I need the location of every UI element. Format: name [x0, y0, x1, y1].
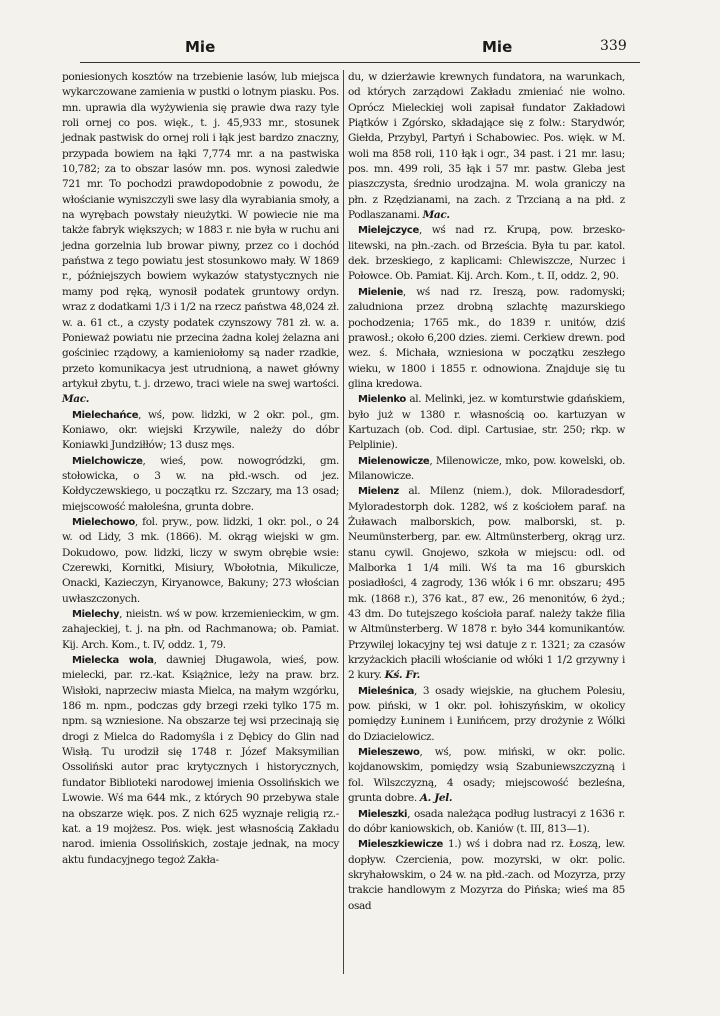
- entry-headword: Mielchowicze: [72, 455, 143, 467]
- header-left: Mie: [185, 38, 216, 56]
- entry-headword: Mielechowo: [72, 516, 135, 528]
- entry-text: , osada należąca podług lustracyi z 1636 r. do dóbr kaniowskich, ob. Kaniów (t. III, 813—1).: [348, 807, 625, 835]
- entry-signature: Kś. Fr.: [384, 669, 420, 682]
- entry-mielechy: [62, 607, 339, 653]
- entry-headword: Mieleśnica: [358, 685, 415, 697]
- entry-mielejczyce: [348, 223, 625, 284]
- entry-text: al. Melinki, jez. w komturstwie gdańskiem, było już w 1380 r. własnością oo. kartuzyan w Kartuzach (ob. Cod. dipl. Cartusiae, str. 250; rkp. w Pelplinie).: [348, 393, 625, 452]
- entry-mielechance: [62, 408, 339, 454]
- entry-text: 1.) wś i dobra nad rz. Łoszą, lew. dopływ. Czercienia, pow. mozyrski, w okr. polic. skryhałowskim, o 24 w. na płd.-zach. od Mozyrza, przy trakcie handlowym z Mozyrza do Pińska; wieś ma 85 osad: [348, 838, 625, 912]
- page-number: 339: [600, 38, 627, 54]
- entry-headword: Mielenowicze: [358, 455, 430, 467]
- entry-text: du, w dzierżawie krewnych fundatora, na warunkach, od których zarządowi Zakładu zmieniać nie wolno. Oprócz Mieleckiej woli zapisał fundator Zakładowi Piątków i Zgórsko, składające się z folw.: Starydwór, Giełda, Przybyl, Partyń i Schabowiec. Pos. więk. w M. woli ma 858 roli, 110 łąk i ogr., 34 past. i 21 mr. lasu; pos. mn. 499 roli, 35 łąk i 57 mr. pastw. Gleba jest piaszczysta, średnio urodzajna. M. wola graniczy na płn. z Rzędzianami, na zach. z Trzcianą a na płd. z Podlaszanami.: [348, 71, 625, 222]
- right-column: [348, 70, 625, 914]
- entry-mielenko: [348, 392, 625, 453]
- entry-text: poniesionych kosztów na trzebienie lasów, lub miejsca wykarczowane zamienia w pustki o lotnym piasku. Pos. mn. uprawia dla wyżywienia się prawie dwa razy tyle roli ornej co pos. więk., t. j. 45,933 mr., stosunek jednak pastwisk do ornej roli i łąk jest bardzo znaczny, przypada bowiem na łąki 7,774 mr. a na pastwiska 10,782; za to obszar lasów mn. pos. wynosi zaledwie 721 mr. To pochodzi prawdopodobnie z powodu, że włościanie wyniszczyli swe lasy dla wyrabiania smoły, a na wyrębach powstały nieużytki. W powiecie nie ma także fabryk większych; w 1883 r. nie była w ruchu ani jedna gorzelnia lub browar piwny, przez co i dochód państwa z tego powiatu jest stosunkowo mały. W 1869 r., późniejszych bowiem wykazów statystycznych nie mamy pod ręką, wynosił podatek gruntowy ordyn. wraz z dodatkami 1/3 i 1/2 na rzecz państwa 48,024 zł. w. a. 61 ct., a czysty podatek czynszowy 781 zł. w. a. Ponieważ powiatu nie przecina żadna kolej żelazna ani gościniec rządowy, a kamieniołomy są nader rzadkie, przeto komunikacya jest utrudnioną, a nawet główny artykuł zbytu, t. j. drzewo, traci wiele na swej wartości.: [62, 71, 339, 390]
- page-header: [0, 38, 720, 58]
- column-divider: [343, 70, 344, 974]
- entry-headword: Mieleszkiewicze: [358, 839, 443, 851]
- entry-mielenz: [348, 484, 625, 683]
- entry-text: , wś, pow. lidzki, w 2 okr. pol., gm. Koniawo, okr. wiejski Krzywile, należy do dóbr Koniawki Jundziłłów; 13 dusz męs.: [62, 408, 339, 452]
- entry-mielenowicze: [348, 454, 625, 485]
- entry-mieleszewo: [348, 745, 625, 806]
- entry-headword: Mieleszewo: [358, 747, 420, 759]
- entry-signature: A. Jel.: [419, 792, 453, 805]
- entry-headword: Mielenko: [358, 394, 406, 406]
- entry-headword: Mielenie: [358, 286, 403, 298]
- header-right: Mie: [482, 38, 513, 56]
- entry-headword: Mielechy: [72, 609, 120, 621]
- entry-headword: Mielechańce: [72, 409, 139, 421]
- entry-cont2: [348, 70, 625, 223]
- entry-headword: Mielenz: [358, 486, 399, 498]
- entry-mieleszki: [348, 807, 625, 838]
- entry-signature: Mac.: [62, 393, 90, 406]
- entry-mielechowicze: [62, 454, 339, 515]
- entry-text: , wś nad rz. Krupą, pow. brzesko-litewski, na płn.-zach. od Brześcia. Była tu par. katol. dek. brzeskiego, z kaplicami: Chlewiszcze, Nurzec i Połowce. Ob. Pamiat. Kij. Arch. Kom., t. II, oddz. 2, 90.: [348, 224, 625, 283]
- entry-text: , wś, pow. miński, w okr. polic. kojdanowskim, pomiędzy wsią Szabuniewszczyzną i fol. Wilszczyzną, 4 osady; miejscowość bezleśna, grunta dobre.: [348, 746, 625, 805]
- entry-headword: Mieleszki: [358, 808, 408, 820]
- entry-cont: [62, 70, 339, 408]
- left-column: [62, 70, 339, 868]
- entry-headword: Mielecka wola: [72, 655, 154, 667]
- entry-text: , fol. pryw., pow. lidzki, 1 okr. pol., o 24 w. od Lidy, 3 mk. (1866). M. okrąg wiejski w gm. Dokudowo, pow. lidzki, liczy w swym obrębie wsie: Czerewki, Kornitki, Misiury, Wbołotnia, Mikulicze, Onacki, Kazieczyn, Kiryanowce, Bakuny; 273 włościan uwłaszczonych.: [62, 515, 339, 605]
- entry-signature: Mac.: [422, 209, 450, 222]
- header-rule: [80, 62, 640, 63]
- entry-text: , nieistn. wś w pow. krzemienieckim, w gm. zahajeckiej, t. j. na płn. od Rachmanowa; ob. Pamiat. Kij. Arch. Kom., t. IV, oddz. 1, 79.: [62, 608, 339, 651]
- entry-text: , dawniej Długawola, wieś, pow. mielecki, par. rz.-kat. Książnice, leży na praw. brz. Wisłoki, naprzeciw miasta Mielca, na małym wzgórku, 186 m. npm., podczas gdy brzegi rzeki tylko 175 m. npm. są wzniesione. Na obszarze tej wsi przecinają się drogi z Mielca do Radomyśla i z Dębicy do Glin nad Wisłą. Tu urodził się 1748 r. Józef Maksymilian Ossoliński autor prac krytycznych i historycznych, fundator Biblioteki narodowej imienia Ossolińskich we Lwowie. Wś ma 644 mk., z których 90 przebywa stale na obszarze więk. pos. Z nich 625 wyznaje religią rz.-kat. a 19 mojżesz. Pos. więk. jest własnością Zakładu narod. imienia Ossolińskich, zostaje jednak, na mocy aktu fundacyjnego tegoż Zakła-: [62, 654, 339, 866]
- entry-text: , wś nad rz. Ireszą, pow. radomyski; zaludniona przez drobną szlachtę mazurskiego pochodzenia; 1765 mk., do 1839 r. unitów, dziś prawosł.; około 6,200 dzies. ziemi. Cerkiew drewn. pod wez. ś. Michała, wzniesiona w początku zeszłego wieku, w 1800 i 1855 r. odnowiona. Znajduje się tu glina kredowa.: [348, 285, 625, 390]
- entry-mielecka: [62, 653, 339, 868]
- entry-text: , Milenowicze, mko, pow. kowelski, ob. Milanowicze.: [348, 454, 625, 482]
- entry-mielenie: [348, 285, 625, 392]
- entry-text: , wieś, pow. nowogródzki, gm. stołowicka, o 3 w. na płd.-wsch. od jez. Kołdyczewskiego, u początku rz. Szczary, ma 13 osad; miejscowość małoleśna, grunta dobre.: [62, 454, 339, 513]
- entry-text: , 3 osady wiejskie, na głuchem Polesiu, pow. piński, w 1 okr. pol. łohiszyńskim, w okolicy pomiędzy Łuninem i Łunińcem, przy drożynie z Wólki do Dziacielowicz.: [348, 684, 625, 743]
- entry-mielesnica: [348, 684, 625, 745]
- entry-text: al. Milenz (niem.), dok. Miloradesdorf, Myloradestorph dok. 1282, wś z kościołem paraf. na Żuławach malborskich, pow. malborski, st. p. Neumünsterberg, par. ew. Altmünsterberg, okrąg urz. stanu cywil. Gnojewo, szkoła w miejscu: odl. od Malborka 1 1/4 mili. Wś ta ma 16 gburskich posiadłości, 4 zagrody, 136 włók i 6 mr. obszaru; 495 mk. (1868 r.), 376 kat., 87 ew., 26 menonitów, 6 żyd.; 43 dm. Do tutejszego kościoła paraf. należy także filia w Altmünsterberg. W 1878 r. było 344 komunikantów. Przywilej lokacyjny tej wsi datuje z r. 1321; za czasów krzyżackich płacili włościanie od włóki 1 1/2 grzywny i 2 kury.: [348, 485, 625, 682]
- entry-headword: Mielejczyce: [358, 225, 419, 237]
- entry-mieleszkiewicze: [348, 837, 625, 914]
- entry-mielechowo: [62, 515, 339, 607]
